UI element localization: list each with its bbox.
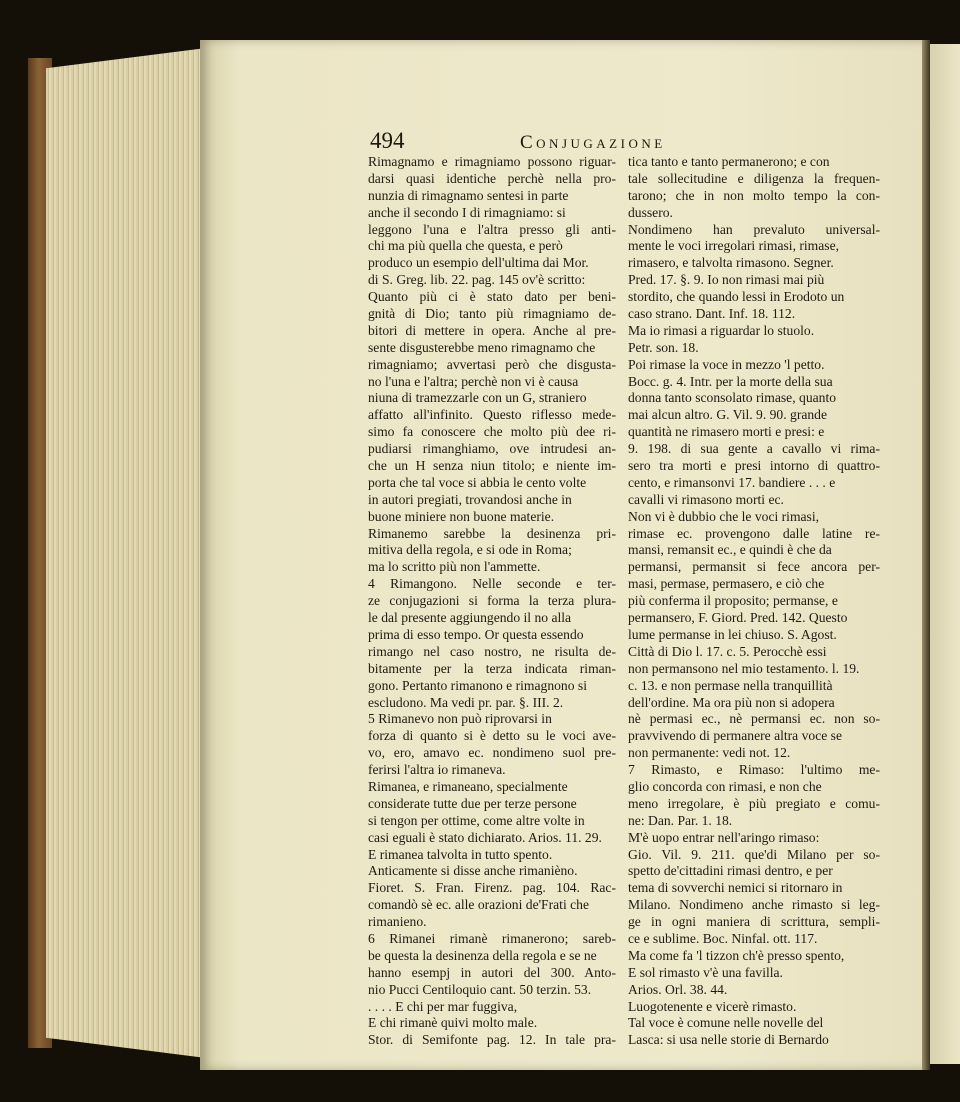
text-line: mitiva della regola, e si ode in Roma; (368, 542, 572, 558)
text-line: Ma io rimasi a riguardar lo stuolo. (628, 322, 815, 338)
text-line: tale sollecitudine e diligenza la frequen- (628, 170, 880, 186)
text-line: forza di quanto si è detto su le voci ave- (368, 728, 616, 744)
text-line: ze conjugazioni si forma la terza plura- (368, 593, 616, 609)
text-line: tema di sovverchi nemici si ritornaro in (628, 880, 843, 896)
text-line: di S. Greg. lib. 22. pag. 145 ov'è scritto: (368, 272, 586, 288)
text-line: affatto all'infinito. Questo riflesso mede- (368, 407, 616, 423)
text-line: 9. 198. di sua gente a cavallo vi rima- (628, 441, 880, 457)
text-line: tarono; che in non molto tempo la con- (628, 187, 880, 203)
text-line: simo fa conoscere che molto più dee ri- (368, 424, 616, 440)
text-line: Luogotenente e vicerè rimasto. (628, 998, 797, 1014)
text-line: vo, ero, amavo ec. nondimeno suol pre- (368, 745, 616, 761)
text-line: Rimanemo sarebbe la desinenza pri- (368, 525, 616, 541)
text-line: ma lo scritto più non l'ammette. (368, 559, 541, 575)
text-line: E chi rimanè quivi molto male. (368, 1015, 538, 1031)
text-line: gono. Pertanto rimanono e rimagnono si (368, 677, 587, 693)
text-line: Nondimeno han prevaluto universal- (628, 221, 880, 237)
facing-page-edge (930, 44, 960, 1064)
text-line: mente le voci irregolari rimasi, rimase, (628, 238, 840, 254)
text-line: bitamente per la terza indicata riman- (368, 660, 616, 676)
text-line: escludono. Ma vedi pr. par. §. III. 2. (368, 694, 564, 710)
text-line: nè permasi ec., nè permansi ec. non so- (628, 711, 880, 727)
text-line: ge in ogni maniera di scrittura, sempli- (628, 914, 880, 930)
text-line: be questa la desinenza della regola e se ne (368, 947, 597, 963)
text-line: lume permanse in lei chiuso. S. Agost. (628, 626, 837, 642)
text-line: darsi quasi identiche perchè nella pro- (368, 170, 616, 186)
text-line: non permanente: vedi not. 12. (628, 745, 791, 761)
text-line: Gio. Vil. 9. 211. que'di Milano per so- (628, 846, 880, 862)
text-line: permansero, F. Giord. Pred. 142. Questo (628, 610, 848, 626)
text-line: Pred. 17. §. 9. Io non rimasi mai più (628, 272, 825, 288)
text-line: leggono l'una e l'altra presso gli anti- (368, 221, 616, 237)
text-line: le dal presente aggiungendo il no alla (368, 610, 572, 626)
text-line: cavalli vi rimasono morti ec. (628, 491, 784, 507)
text-line: porta che tal voce si abbia le cento volte (368, 474, 587, 490)
text-line: rimasero, e talvolta rimasono. Segner. (628, 255, 834, 271)
text-line: meno irregolare, è più pregiato e comu- (628, 795, 880, 811)
text-line: Città di Dio l. 17. c. 5. Perocchè essi (628, 643, 827, 659)
text-line: ne: Dan. Par. 1. 18. (628, 812, 733, 828)
text-line: sente disgusterebbe meno rimagnamo che (368, 339, 596, 355)
text-line: pudiarsi rimanghiamo, ove intrudesi an- (368, 441, 616, 457)
text-line: gnità di Dio; tanto più rimagniamo de- (368, 306, 616, 322)
text-line: sero tra morti e presi intorno di quattro- (628, 458, 880, 474)
text-line: quantità ne rimasero morti e presi: e (628, 424, 825, 440)
page-number: 494 (370, 128, 405, 153)
text-line: chi ma più quella che questa, e però (368, 238, 563, 254)
text-line: masi, permase, permasero, e ciò che (628, 576, 825, 592)
text-line: più conferma il proposito; permanse, e (628, 593, 838, 609)
text-line: rimanieno. (368, 914, 427, 930)
text-line: Ma come fa 'l tizzon ch'è presso spento, (628, 947, 845, 963)
text-line: c. 13. e non permase nella tranquillità (628, 677, 833, 693)
text-line: nio Pucci Centiloquio cant. 50 terzin. 53. (368, 981, 592, 997)
text-line: considerate tutte due per terze persone (368, 795, 577, 811)
text-line: rimango nel caso nostro, ne risulta de- (368, 643, 616, 659)
text-line: 7 Rimasto, e Rimaso: l'ultimo me- (628, 762, 880, 778)
text-line: E sol rimasto v'è una favilla. (628, 964, 783, 980)
text-line: produco un esempio dell'ultima dai Mor. (368, 255, 589, 271)
text-line: 4 Rimangono. Nelle seconde e ter- (368, 576, 616, 592)
text-line: spetto de'cittadini rimasi dentro, e per (628, 863, 833, 879)
text-line: Quanto più ci è stato dato per beni- (368, 289, 616, 305)
text-line: mai alcun altro. G. Vil. 9. 90. grande (628, 407, 828, 423)
text-line: 6 Rimanei rimanè rimanerono; sareb- (368, 930, 616, 946)
text-line: bitori di mettere in opera. Anche al pre- (368, 322, 616, 338)
text-line: stordito, che quando lessi in Erodoto un (628, 289, 845, 305)
text-line: buone miniere non buone materie. (368, 508, 555, 524)
text-line: Rimagnamo e rimagniamo possono riguar- (368, 154, 616, 169)
text-line: dussero. (628, 204, 673, 220)
text-line: in autori pregiati, trovandosi anche in (368, 491, 572, 507)
text-line: nunzia di rimagnamo sentesi in parte (368, 187, 569, 203)
text-line: 5 Rimanevo non può riprovarsi in (368, 711, 552, 727)
text-line: prima di esso tempo. Or questa essendo (368, 626, 584, 642)
text-line: Petr. son. 18. (628, 339, 699, 355)
text-line: ferirsi l'altra io rimaneva. (368, 762, 506, 778)
text-line: tica tanto e tanto permanerono; e con (628, 154, 830, 169)
text-line: mansi, remansit ec., e quindi è che da (628, 542, 832, 558)
text-line: Non vi è dubbio che le voci rimasi, (628, 508, 820, 524)
text-line: cento, e rimansonvi 17. bandiere . . . e (628, 474, 836, 490)
text-line: rimagniamo; avvertasi però che disgusta- (368, 356, 616, 372)
text-line: Rimanea, e rimaneano, specialmente (368, 778, 568, 794)
text-line: E rimanea talvolta in tutto spento. (368, 846, 553, 862)
text-line: si tengon per ottime, come altre volte in (368, 812, 585, 828)
text-line: Arios. Orl. 38. 44. (628, 981, 728, 997)
running-head: Conjugazione (520, 132, 666, 153)
text-line: no l'una e l'altra; perchè non vi è causa (368, 373, 579, 389)
text-line: M'è uopo entrar nell'aringo rimaso: (628, 829, 820, 845)
text-line: pravvivendo di permanere altra voce se (628, 728, 843, 744)
right-text-column (628, 154, 880, 1049)
text-line: Lasca: si usa nelle storie di Bernardo (628, 1032, 829, 1048)
left-text-column (368, 154, 616, 1049)
text-line: Poi rimase la voce in mezzo 'l petto. (628, 356, 825, 372)
text-line: . . . . E chi per mar fuggiva, (368, 998, 518, 1014)
book-gutter (922, 40, 930, 1070)
text-line: non permansono nel mio testamento. l. 19. (628, 660, 860, 676)
text-line: Milano. Nondimeno anche rimasto si leg- (628, 897, 880, 913)
text-line: niuna di tramezzarle con un G, straniero (368, 390, 587, 406)
text-line: dell'ordine. Ma ora più non si adopera (628, 694, 835, 710)
text-line: anche il secondo I di rimagniamo: si (368, 204, 566, 220)
page-block-edges (46, 48, 206, 1058)
text-line: rimase ec. provengono dalle latine re- (628, 525, 880, 541)
text-line: donna tanto sconsolato rimase, quanto (628, 390, 837, 406)
text-line: ce e sublime. Boc. Ninfal. ott. 117. (628, 930, 818, 946)
text-line: comandò sè ec. alle orazioni de'Frati che (368, 897, 589, 913)
text-line: Tal voce è comune nelle novelle del (628, 1015, 824, 1031)
text-line: glio concorda con rimasi, e non che (628, 778, 822, 794)
text-line: Fioret. S. Fran. Firenz. pag. 104. Rac- (368, 880, 616, 896)
text-line: casi eguali è stato dichiarato. Arios. 11. 29. (368, 829, 602, 845)
text-line: permansi, permansit si fece ancora per- (628, 559, 880, 575)
text-line: Bocc. g. 4. Intr. per la morte della sua (628, 373, 833, 389)
text-line: Stor. di Semifonte pag. 12. In tale pra- (368, 1032, 616, 1048)
text-line: caso strano. Dant. Inf. 18. 112. (628, 306, 796, 322)
text-line: hanno esempj in autori del 300. Anto- (368, 964, 616, 980)
text-line: che un H senza niun titolo; e niente im- (368, 458, 616, 474)
text-line: Anticamente si disse anche rimanièno. (368, 863, 578, 879)
